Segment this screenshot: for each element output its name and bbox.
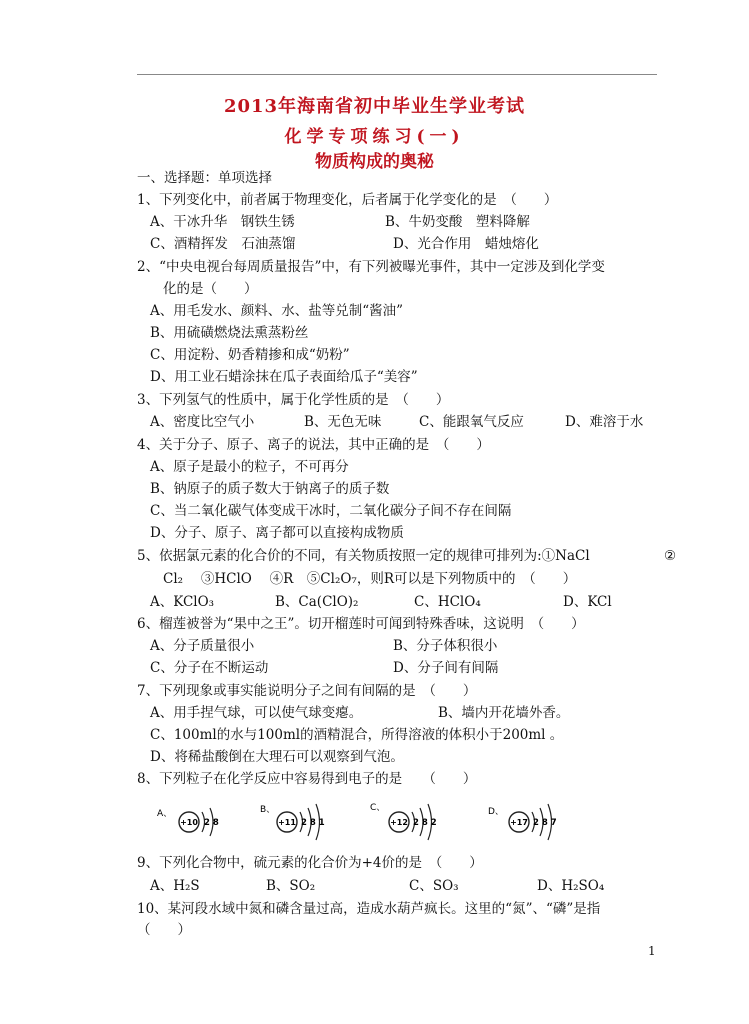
electron-counts: 2 8 bbox=[204, 818, 219, 828]
atom-diagram-b bbox=[258, 794, 334, 842]
q7-option-d: D、将稀盐酸倒在大理石可以观察到气泡。 bbox=[150, 749, 404, 765]
q4-option-d: D、分子、原子、离子都可以直接构成物质 bbox=[150, 525, 404, 541]
q6-option-a: A、分子质量很小 bbox=[150, 638, 255, 654]
q4-option-b: B、钠原子的质子数大于钠离子的质子数 bbox=[150, 481, 390, 497]
topic-title: 物质构成的奥秘 bbox=[315, 152, 434, 172]
q2-option-d: D、用工业石蜡涂抹在瓜子表面给瓜子“美容” bbox=[150, 369, 418, 385]
q7-option-a: A、用手捏气球，可以使气球变瘪。 bbox=[150, 705, 363, 721]
q9-option-c: C、SO₃ bbox=[409, 878, 459, 894]
page-number: 1 bbox=[648, 944, 656, 958]
q1-option-c: C、酒精挥发 石油蒸馏 bbox=[150, 236, 296, 252]
q4-stem: 4、关于分子、原子、离子的说法，其中正确的是 （ ） bbox=[137, 437, 490, 453]
q7-option-c: C、100ml的水与100ml的酒精混合，所得溶液的体积小于200ml 。 bbox=[150, 727, 564, 743]
diagram-letter: A、 bbox=[157, 809, 173, 819]
nucleus-charge: +10 bbox=[180, 818, 198, 827]
q2-stem: 2、“中央电视台每周质量报告”中，有下列被曝光事件，其中一定涉及到化学变 bbox=[137, 259, 605, 275]
electron-counts: 2 8 2 bbox=[413, 818, 437, 828]
nucleus-charge: +11 bbox=[278, 818, 296, 827]
q6-option-b: B、分子体积很小 bbox=[393, 638, 498, 654]
diagram-letter: B、 bbox=[260, 805, 276, 815]
q5-option-c: C、HClO₄ bbox=[414, 594, 481, 610]
q6-option-d: D、分子间有间隔 bbox=[393, 660, 499, 676]
q7-stem: 7、下列现象或事实能说明分子之间有间隔的是 （ ） bbox=[137, 683, 477, 699]
nucleus-charge: +17 bbox=[510, 818, 528, 827]
q1-option-d: D、光合作用 蜡烛熔化 bbox=[393, 236, 539, 252]
q4-option-c: C、当二氧化碳气体变成干冰时，二氧化碳分子间不存在间隔 bbox=[150, 503, 512, 519]
q8-stem: 8、下列粒子在化学反应中容易得到电子的是 （ ） bbox=[137, 771, 477, 787]
q2-option-a: A、用毛发水、颜料、水、盐等兑制“酱油” bbox=[150, 303, 404, 319]
q5-option-b: B、Ca(ClO)₂ bbox=[275, 594, 359, 610]
q7-option-b: B、墙内开花墙外香。 bbox=[438, 705, 570, 721]
q4-option-a: A、原子是最小的粒子，不可再分 bbox=[150, 459, 349, 475]
q5-option-d: D、KCl bbox=[563, 594, 612, 610]
electron-counts: 2 8 1 bbox=[301, 818, 325, 828]
q1-stem: 1、下列变化中，前者属于物理变化，后者属于化学变化的是 （ ） bbox=[137, 192, 558, 208]
atom-diagram-a bbox=[155, 794, 225, 842]
exam-title: 2013年海南省初中毕业生学业考试 bbox=[223, 96, 526, 117]
atom-diagram-d bbox=[486, 794, 566, 842]
q6-option-c: C、分子在不断运动 bbox=[150, 660, 269, 676]
q3-option-b: B、无色无味 bbox=[304, 414, 382, 430]
q1-option-b: B、牛奶变酸 塑料降解 bbox=[385, 214, 530, 230]
q2-option-c: C、用淀粉、奶香精掺和成“奶粉” bbox=[150, 347, 350, 363]
q9-stem: 9、下列化合物中，硫元素的化合价为+4价的是 （ ） bbox=[137, 855, 483, 871]
q9-option-b: B、SO₂ bbox=[266, 878, 316, 894]
q6-stem: 6、榴莲被誉为“果中之王”。切开榴莲时可闻到特殊香味，这说明 （ ） bbox=[137, 616, 585, 632]
q9-option-a: A、H₂S bbox=[150, 878, 200, 894]
electron-counts: 2 8 7 bbox=[533, 818, 557, 828]
q9-option-d: D、H₂SO₄ bbox=[537, 878, 605, 894]
section-heading: 一、选择题：单项选择 bbox=[137, 170, 272, 186]
q2-stem-cont: 化的是（ ） bbox=[163, 281, 258, 297]
q10-stem-cont: （ ） bbox=[137, 922, 191, 938]
q1-option-a: A、干冰升华 钢铁生锈 bbox=[150, 214, 295, 230]
q3-stem: 3、下列氢气的性质中，属于化学性质的是 （ ） bbox=[137, 392, 450, 408]
q3-option-a: A、密度比空气小 bbox=[150, 414, 255, 430]
q5-stem: 5、依据氯元素的化合价的不同，有关物质按照一定的规律可排列为:①NaCl bbox=[137, 548, 590, 564]
q5-stem-cont: Cl₂ ③HClO ④R ⑤Cl₂O₇，则R可以是下列物质中的 （ ） bbox=[163, 571, 577, 587]
q5-option-a: A、KClO₃ bbox=[150, 594, 215, 610]
q10-stem: 10、某河段水域中氮和磷含量过高，造成水葫芦疯长。这里的“氮”、“磷”是指 bbox=[137, 901, 601, 917]
header-rule bbox=[137, 74, 657, 75]
nucleus-charge: +12 bbox=[390, 818, 408, 827]
diagram-letter: D、 bbox=[488, 807, 504, 817]
exam-subtitle: 化学专项练习(一) bbox=[284, 127, 465, 147]
q2-option-b: B、用硫磺燃烧法熏蒸粉丝 bbox=[150, 325, 309, 341]
atom-diagram-c bbox=[368, 794, 444, 842]
diagram-letter: C、 bbox=[370, 803, 386, 813]
q3-option-d: D、难溶于水 bbox=[565, 414, 644, 430]
q5-circle-2: ② bbox=[664, 548, 677, 564]
q3-option-c: C、能跟氧气反应 bbox=[419, 414, 524, 430]
